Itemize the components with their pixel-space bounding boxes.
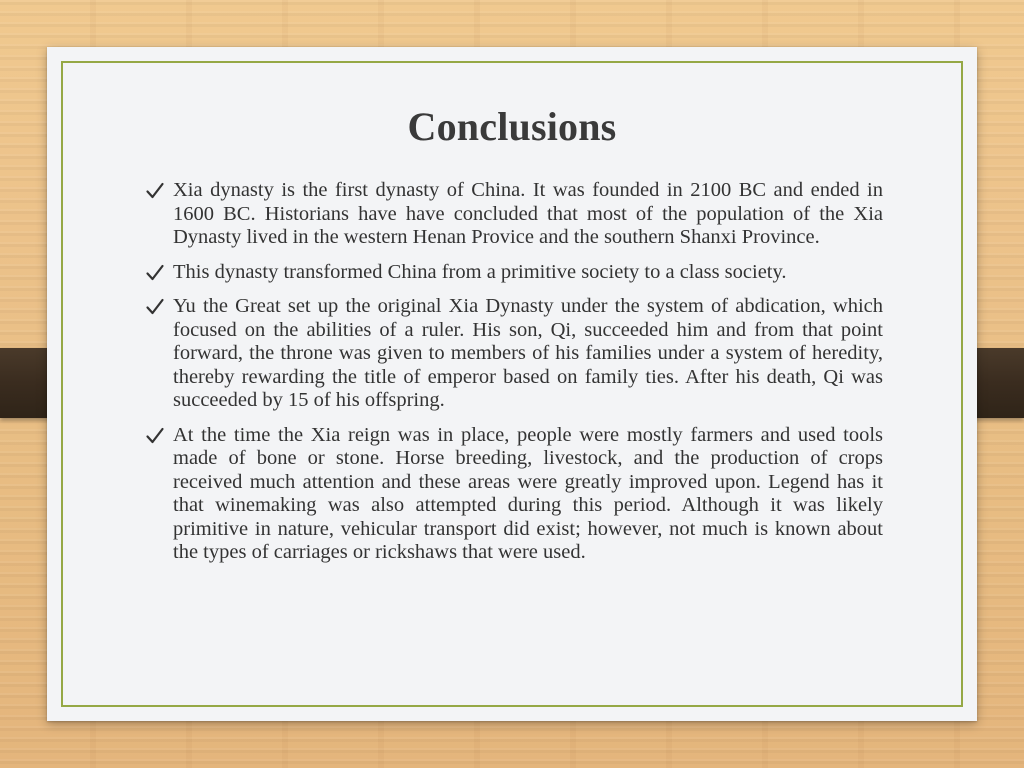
checkmark-icon (145, 181, 165, 201)
checkmark-icon (145, 426, 165, 446)
bullet-item (145, 295, 883, 413)
bullet-item (145, 179, 883, 250)
bullet-text: Xia dynasty is the first dynasty of China. It was founded in 2100 BC and ended in 1600 BC. Historians have have concluded that most of the population of the Xia Dynasty lived in the western Henan Provice and the southern Shanxi Province. (173, 179, 883, 248)
checkmark-icon (145, 297, 165, 317)
bullet-text: Yu the Great set up the original Xia Dynasty under the system of abdication, which focused on the abilities of a ruler. His son, Qi, succeeded him and from that point forward, the throne was given to members of his families under a system of heredity, thereby rewarding the title of emperor based on family ties. After his death, Qi was succeeded by 15 of his offspring. (173, 295, 883, 411)
bullet-text: This dynasty transformed China from a primitive society to a class society. (173, 260, 787, 283)
bullet-item (145, 261, 883, 285)
slide-title: Conclusions (407, 104, 617, 149)
slide-card (47, 47, 977, 721)
bullet-item (145, 424, 883, 565)
checkmark-icon (145, 263, 165, 283)
bullet-list (145, 179, 883, 576)
bullet-text: At the time the Xia reign was in place, people were mostly farmers and used tools made of bone or stone. Horse breeding, livestock, and the production of crops received much attention and these areas were greatly improved upon. Legend has it that winemaking was also attempted during this period. Although it was likely primitive in nature, vehicular transport did exist; however, not much is known about the types of carriages or rickshaws that were used. (173, 423, 883, 563)
